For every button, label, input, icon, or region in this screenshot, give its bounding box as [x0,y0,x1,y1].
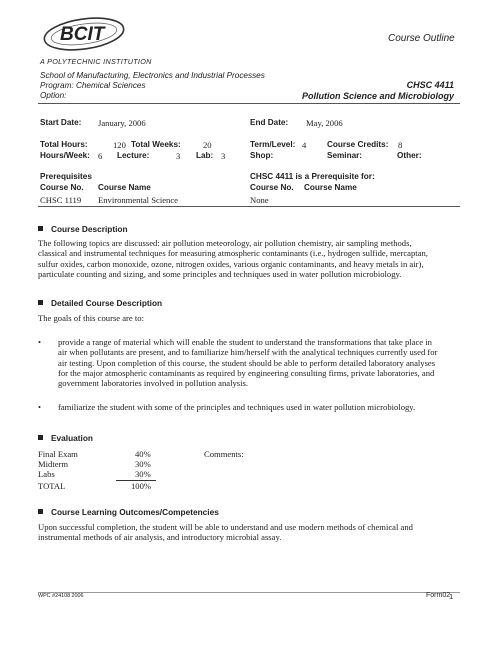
header-divider [38,103,460,104]
outcomes-heading [38,507,219,517]
goal-line: government laboratories involved in pollution analysis. [58,378,248,389]
evaluation-heading [38,433,93,443]
is-prereq-title: CHSC 4411 is a Prerequisite for: [250,172,375,181]
lab-label: Lab: [196,151,214,160]
lab-value: 3 [221,151,226,161]
total-weeks-label: Total Weeks: [131,140,181,149]
page-number: 1 [449,592,454,601]
prerequisites-title: Prerequisites [40,172,92,181]
footer-form: Form02 [426,592,451,599]
outcomes-title: Course Learning Outcomes/Competencies [51,507,219,517]
eval-row-name: Midterm [38,459,69,469]
for-course-no-label: Course No. [250,183,294,192]
section-bullet-icon [38,435,43,440]
course-code: CHSC 4411 [406,80,454,90]
prereq-course-no-label: Course No. [40,183,84,192]
goal-item [38,337,468,391]
course-credits-label: Course Credits: [327,140,389,149]
description-line: classical and instrumental techniques for measuring atmospheric contaminants (i.e., hydrogen sulfide, mercaptan, [38,248,428,259]
detailed-description-heading [38,298,162,308]
course-description-heading [38,224,128,234]
outcomes-line: Upon successful completion, the student will be able to understand and use modern methods of chemical and [38,522,413,532]
course-title: Pollution Science and Microbiology [301,91,454,101]
goal-line: provide a range of material which will enable the student to understand the transformations that take place in [58,337,432,347]
seminar-label: Seminar: [327,151,363,160]
prereq-course-name: Environmental Science [98,195,178,205]
course-description-text [38,238,462,279]
goal-item [38,402,468,414]
for-course-no: None [250,195,269,205]
course-credits-value: 8 [398,140,403,150]
section-bullet-icon [38,226,43,231]
description-line: sulfur oxides, carbon monoxide, ozone, nitrogen oxides, various organic contaminants, and heavy metals in air), [38,258,424,269]
total-weeks-value: 20 [203,140,212,150]
eval-row-name: Labs [38,469,55,479]
school-name: School of Manufacturing, Electronics and Industrial Processes [40,71,265,80]
goal-line: familiarize the student with some of the principles and techniques used in water pollution microbiology. [58,402,416,412]
prereq-course-name-label: Course Name [98,183,151,192]
eval-row-pct: 40% [135,449,151,459]
goal-line: air when pollutants are present, and to familiarize him/herself with the analytical techniques currently used for [58,347,438,358]
option-label: Option: [40,91,67,100]
eval-row-name: Final Exam [38,449,78,459]
bcit-logo [40,14,132,54]
eval-comments-label: Comments: [204,449,244,459]
term-level-label: Term/Level: [250,140,296,149]
bullet-dot-icon: • [38,337,42,347]
bullet-dot-icon: • [38,402,42,412]
footer-wpc: WPC #24108 2006 [38,593,84,599]
logo-text: BCIT [60,24,105,45]
goals-intro: The goals of this course are to: [38,313,144,323]
prereq-divider [38,206,460,207]
footer-divider [38,592,460,593]
for-course-name-label: Course Name [304,183,357,192]
evaluation-title: Evaluation [51,433,93,443]
other-label: Other: [397,151,422,160]
total-hours-label: Total Hours: [40,140,88,149]
total-hours-value: 120 [113,140,126,150]
start-date-value: January, 2006 [98,118,146,128]
section-bullet-icon [38,300,43,305]
end-date-label: End Date: [250,118,289,127]
hours-week-value: 6 [98,151,103,161]
section-bullet-icon [38,509,43,514]
lecture-label: Lecture: [117,151,150,160]
description-line: The following topics are discussed: air pollution meteorology, air pollution chemistry, air sampling methods, [38,238,412,248]
detailed-description-title: Detailed Course Description [51,298,163,308]
goal-line: air testing. Upon completion of this course, the student should be able to perform detailed laboratory analyses [58,357,436,368]
shop-label: Shop: [250,151,274,160]
program-name: Program: Chemical Sciences [40,81,146,90]
description-line: particulate counting and sizing, and some principles and techniques used in water pollution microbiology. [38,268,402,279]
goal-line: for the major atmospheric contaminants as required by engineering consulting firms, private laboratories, and [58,367,435,378]
eval-row-pct: 30% [135,469,151,479]
outcomes-text [38,522,462,543]
end-date-value: May, 2006 [306,118,343,128]
outcomes-line: instrumental methods of air analysis, and introductory microbial assay. [38,532,282,543]
course-description-title: Course Description [51,224,128,234]
hours-week-label: Hours/Week: [40,151,90,160]
term-level-value: 4 [302,140,307,150]
start-date-label: Start Date: [40,118,82,127]
eval-row-pct: 30% [135,459,151,469]
prereq-course-no: CHSC 1119 [40,195,82,205]
lecture-value: 3 [176,151,181,161]
eval-total-name: TOTAL [38,481,66,491]
doc-type: Course Outline [388,33,455,44]
institution-tagline: A POLYTECHNIC INSTITUTION [40,57,152,66]
eval-total-pct: 100% [131,481,152,491]
